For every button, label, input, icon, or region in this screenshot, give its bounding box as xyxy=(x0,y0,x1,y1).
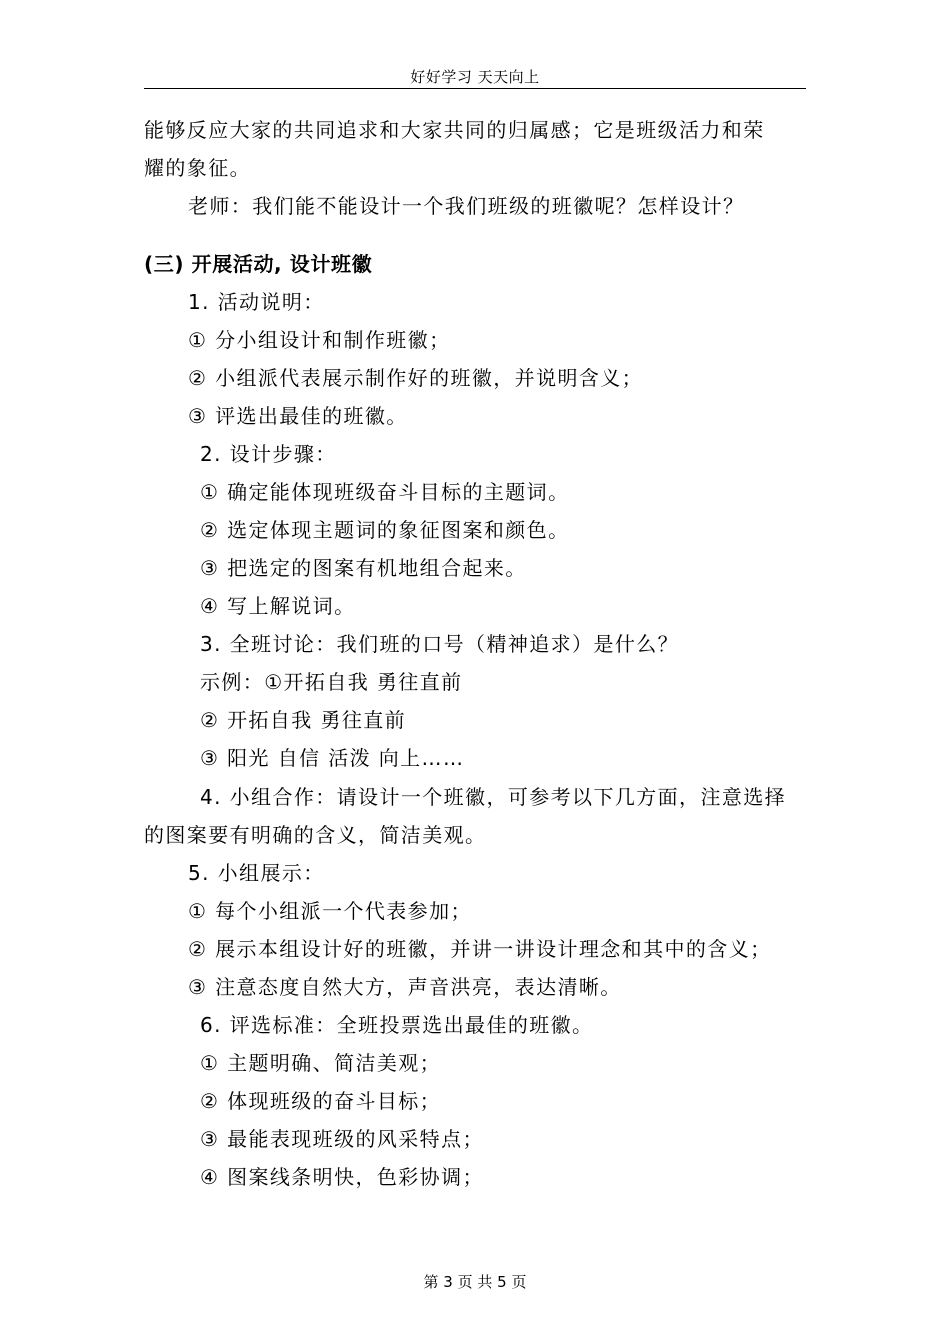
list-item: ④ 图案线条明快，色彩协调； xyxy=(200,1165,484,1189)
list-item: ① 确定能体现班级奋斗目标的主题词。 xyxy=(200,480,570,504)
list-item: ③ 把选定的图案有机地组合起来。 xyxy=(200,556,527,580)
list-item: ③ 注意态度自然大方，声音洪亮，表达清晰。 xyxy=(188,975,622,999)
list-item: ④ 写上解说词。 xyxy=(200,594,356,618)
list-item: 示例：①开拓自我 勇往直前 xyxy=(200,670,463,694)
subsection-heading: 3. 全班讨论：我们班的口号（精神追求）是什么？ xyxy=(200,632,680,656)
list-item: ① 每个小组派一个代表参加； xyxy=(188,899,472,923)
list-item: ② 展示本组设计好的班徽，并讲一讲设计理念和其中的含义； xyxy=(188,937,772,961)
paragraph-line: 的图案要有明确的含义，简洁美观。 xyxy=(144,823,487,847)
subsection-heading: 2. 设计步骤： xyxy=(200,442,337,466)
list-item: ① 分小组设计和制作班徽； xyxy=(188,328,451,352)
list-item: ② 小组派代表展示制作好的班徽，并说明含义； xyxy=(188,366,644,390)
header-rule xyxy=(144,88,806,89)
list-item: ② 选定体现主题词的象征图案和颜色。 xyxy=(200,518,570,542)
paragraph-line: 耀的象征。 xyxy=(144,156,251,180)
subsection-heading: 5. 小组展示： xyxy=(188,861,325,885)
list-item: ① 主题明确、简洁美观； xyxy=(200,1051,442,1075)
subsection-heading: 1. 活动说明： xyxy=(188,290,325,314)
paragraph-line: 能够反应大家的共同追求和大家共同的归属感；它是班级活力和荣 xyxy=(144,118,765,142)
list-item: ② 开拓自我 勇往直前 xyxy=(200,708,407,732)
list-item: ② 体现班级的奋斗目标； xyxy=(200,1089,442,1113)
paragraph-line: 老师：我们能不能设计一个我们班级的班徽呢？怎样设计？ xyxy=(188,194,745,218)
subsection-heading: 4. 小组合作：请设计一个班徽，可参考以下几方面，注意选择 xyxy=(200,785,787,809)
section-heading: (三) 开展活动, 设计班徽 xyxy=(144,252,373,276)
list-item: ③ 评选出最佳的班徽。 xyxy=(188,404,408,428)
page-header: 好好学习 天天向上 xyxy=(410,68,540,86)
page-footer: 第 3 页 共 5 页 xyxy=(423,1273,527,1291)
list-item: ③ 阳光 自信 活泼 向上…… xyxy=(200,746,465,770)
subsection-heading: 6. 评选标准：全班投票选出最佳的班徽。 xyxy=(200,1013,594,1037)
list-item: ③ 最能表现班级的风采特点； xyxy=(200,1127,484,1151)
